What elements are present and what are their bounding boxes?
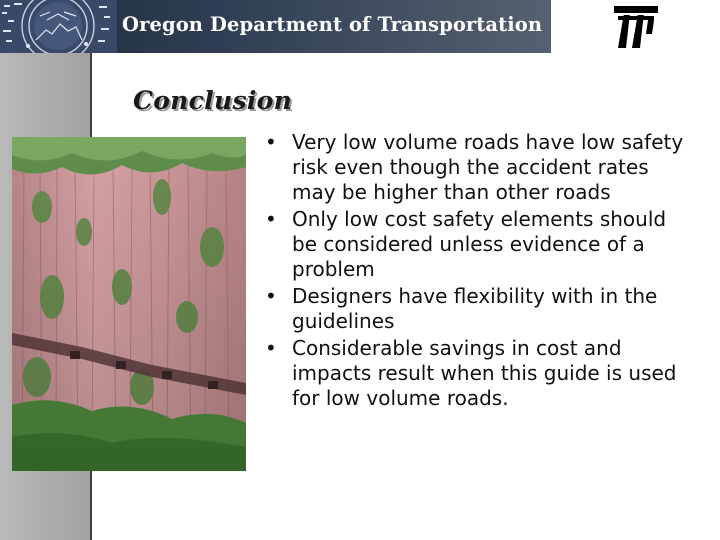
oregon-state-seal-icon — [0, 0, 117, 53]
bullet-glyph: • — [265, 130, 277, 154]
bullet-glyph: • — [265, 284, 277, 308]
bullet-text: Designers have flexibility with in the guidelines — [292, 284, 658, 333]
cliffside-road-photo — [12, 137, 246, 471]
bullet-item — [265, 336, 692, 411]
bullet-text: Considerable savings in cost and impacts result when this guide is used for low volume roads. — [292, 336, 677, 410]
bullet-list — [265, 130, 705, 413]
bullet-glyph: • — [265, 336, 277, 360]
bullet-item — [265, 130, 692, 205]
odot-logo-icon — [610, 4, 662, 54]
bullet-item — [265, 207, 692, 282]
header-title: Oregon Department of Transportation — [122, 13, 543, 36]
bullet-item — [265, 284, 692, 334]
bullet-text: Only low cost safety elements should be considered unless evidence of a problem — [292, 207, 667, 281]
bullet-text: Very low volume roads have low safety risk even though the accident rates may be higher than other roads — [292, 130, 684, 204]
bullet-glyph: • — [265, 207, 277, 231]
header-band — [0, 0, 551, 53]
slide-title: Conclusion — [133, 86, 293, 115]
